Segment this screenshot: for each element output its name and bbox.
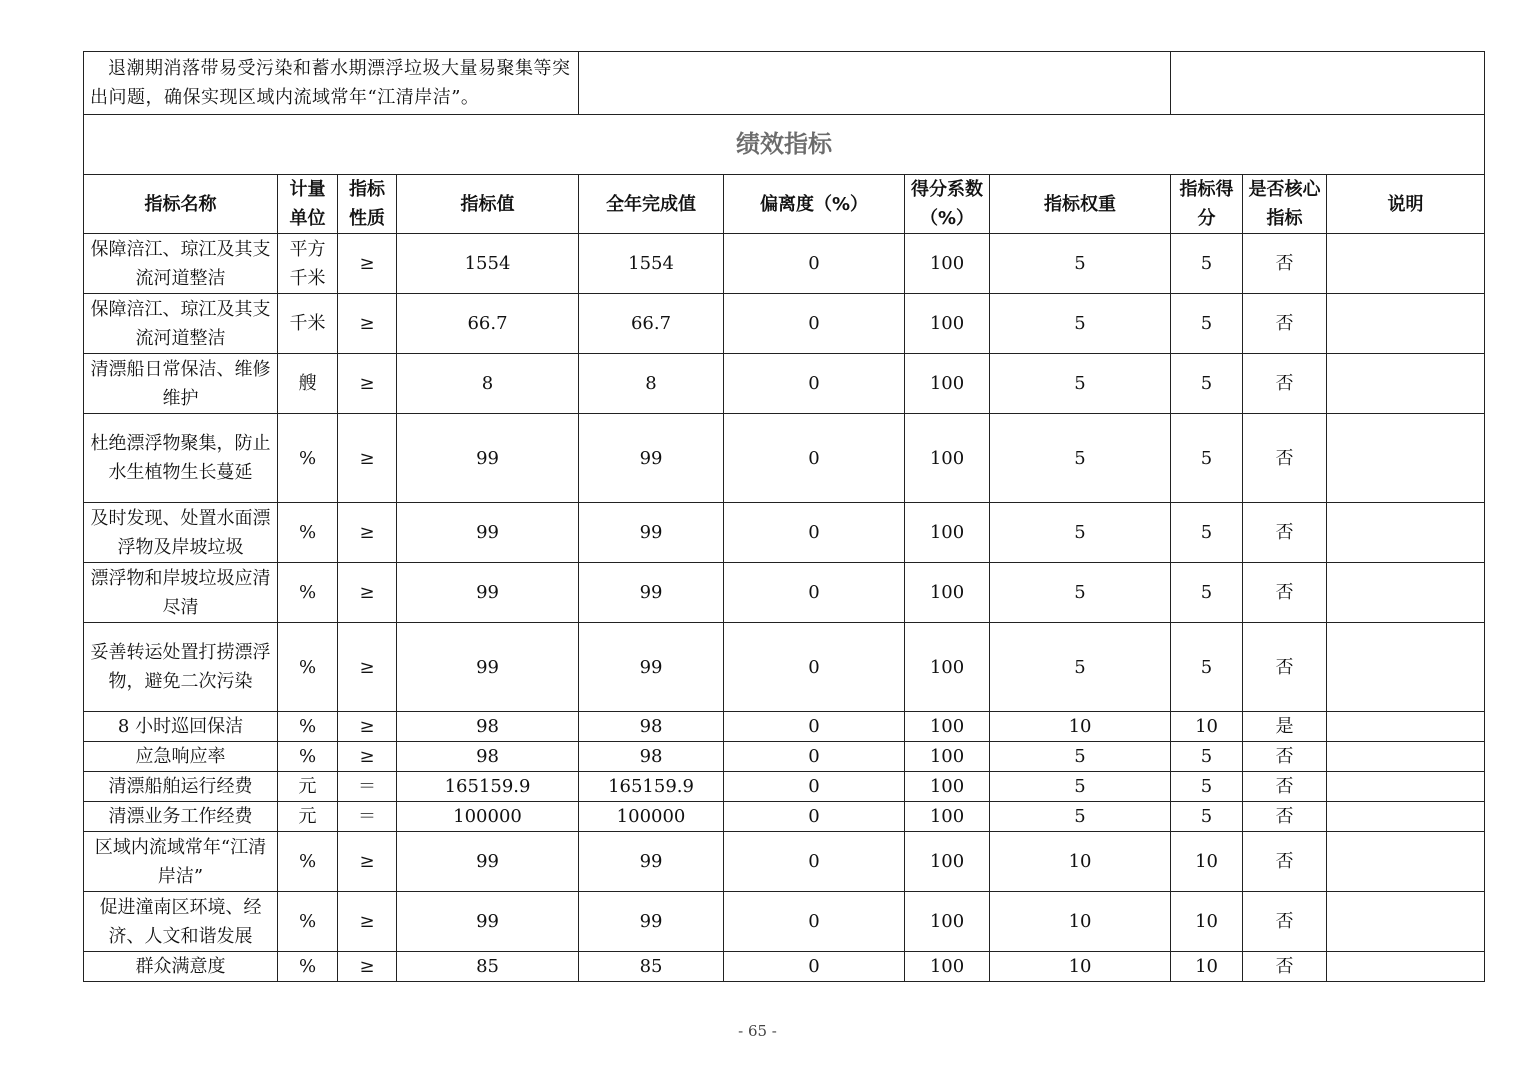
cell-weight: 5: [990, 234, 1171, 294]
cell-weight: 10: [990, 892, 1171, 952]
table-row: [84, 892, 1485, 952]
performance-table-container: [83, 51, 1484, 982]
table-row: [84, 503, 1485, 563]
cell-deviation: 0: [724, 742, 905, 772]
cell-completed: 98: [579, 712, 724, 742]
cell-weight: 5: [990, 294, 1171, 354]
cell-weight: 5: [990, 742, 1171, 772]
cell-score: 5: [1171, 772, 1243, 802]
cell-note: [1327, 952, 1485, 982]
cell-name: 清漂业务工作经费: [84, 802, 278, 832]
cell-value: 66.7: [397, 294, 579, 354]
cell-note: [1327, 354, 1485, 414]
cell-name: 应急响应率: [84, 742, 278, 772]
cell-weight: 5: [990, 623, 1171, 712]
cell-weight: 10: [990, 952, 1171, 982]
cell-unit: %: [278, 623, 338, 712]
cell-note: [1327, 414, 1485, 503]
section-row: [84, 115, 1485, 175]
cell-completed: 8: [579, 354, 724, 414]
cell-completed: 99: [579, 832, 724, 892]
cell-name: 及时发现、处置水面漂浮物及岸坡垃圾: [84, 503, 278, 563]
table-row: [84, 414, 1485, 503]
cell-completed: 99: [579, 623, 724, 712]
cell-score: 10: [1171, 952, 1243, 982]
cell-value: 8: [397, 354, 579, 414]
cell-unit: %: [278, 892, 338, 952]
cell-name: 保障涪江、琼江及其支流河道整洁: [84, 294, 278, 354]
cell-value: 99: [397, 503, 579, 563]
cell-unit: %: [278, 503, 338, 563]
cell-coef: 100: [905, 712, 990, 742]
cell-weight: 5: [990, 563, 1171, 623]
cell-note: [1327, 503, 1485, 563]
cell-note: [1327, 294, 1485, 354]
table-row: [84, 742, 1485, 772]
cell-deviation: 0: [724, 503, 905, 563]
cell-deviation: 0: [724, 832, 905, 892]
page-number: - 65 -: [738, 1022, 777, 1040]
cell-core: 是: [1243, 712, 1327, 742]
cell-coef: 100: [905, 742, 990, 772]
cell-completed: 98: [579, 742, 724, 772]
table-row: [84, 952, 1485, 982]
cell-core: 否: [1243, 802, 1327, 832]
header-coef: 得分系数（%）: [905, 175, 990, 234]
cell-deviation: 0: [724, 952, 905, 982]
cell-completed: 99: [579, 414, 724, 503]
cell-nature: ≥: [338, 712, 397, 742]
cell-deviation: 0: [724, 772, 905, 802]
cell-value: 98: [397, 712, 579, 742]
cell-score: 10: [1171, 892, 1243, 952]
cell-note: [1327, 832, 1485, 892]
cell-score: 10: [1171, 712, 1243, 742]
header-weight: 指标权重: [990, 175, 1171, 234]
cell-coef: 100: [905, 802, 990, 832]
cell-value: 99: [397, 892, 579, 952]
header-score: 指标得分: [1171, 175, 1243, 234]
cell-unit: 艘: [278, 354, 338, 414]
cell-value: 99: [397, 563, 579, 623]
table-row: [84, 563, 1485, 623]
intro-empty-cell-2: [1171, 52, 1485, 115]
cell-core: 否: [1243, 294, 1327, 354]
cell-value: 98: [397, 742, 579, 772]
cell-value: 99: [397, 832, 579, 892]
cell-unit: 平方千米: [278, 234, 338, 294]
cell-value: 100000: [397, 802, 579, 832]
cell-core: 否: [1243, 354, 1327, 414]
cell-nature: ≥: [338, 354, 397, 414]
cell-weight: 5: [990, 802, 1171, 832]
cell-nature: ＝: [338, 772, 397, 802]
cell-completed: 1554: [579, 234, 724, 294]
cell-note: [1327, 234, 1485, 294]
cell-deviation: 0: [724, 414, 905, 503]
cell-note: [1327, 563, 1485, 623]
intro-text: 退潮期消落带易受污染和蓄水期漂浮垃圾大量易聚集等突出问题，确保实现区域内流域常年“江清岸洁”。: [84, 52, 579, 115]
intro-row: [84, 52, 1485, 115]
cell-weight: 5: [990, 503, 1171, 563]
cell-name: 清漂船日常保洁、维修维护: [84, 354, 278, 414]
cell-note: [1327, 802, 1485, 832]
cell-note: [1327, 892, 1485, 952]
cell-weight: 5: [990, 354, 1171, 414]
intro-empty-cell: [579, 52, 1171, 115]
cell-coef: 100: [905, 832, 990, 892]
cell-nature: ≥: [338, 563, 397, 623]
cell-unit: %: [278, 563, 338, 623]
cell-nature: ≥: [338, 503, 397, 563]
table-row: [84, 802, 1485, 832]
cell-completed: 99: [579, 503, 724, 563]
table-row: [84, 623, 1485, 712]
cell-nature: ≥: [338, 952, 397, 982]
cell-deviation: 0: [724, 712, 905, 742]
cell-name: 群众满意度: [84, 952, 278, 982]
cell-name: 区域内流域常年“江清岸洁”: [84, 832, 278, 892]
cell-nature: ≥: [338, 742, 397, 772]
cell-completed: 100000: [579, 802, 724, 832]
cell-score: 5: [1171, 623, 1243, 712]
cell-core: 否: [1243, 742, 1327, 772]
cell-value: 99: [397, 414, 579, 503]
cell-completed: 99: [579, 892, 724, 952]
cell-deviation: 0: [724, 623, 905, 712]
header-completed: 全年完成值: [579, 175, 724, 234]
cell-note: [1327, 623, 1485, 712]
cell-core: 否: [1243, 952, 1327, 982]
cell-value: 99: [397, 623, 579, 712]
cell-nature: ＝: [338, 802, 397, 832]
cell-name: 保障涪江、琼江及其支流河道整洁: [84, 234, 278, 294]
cell-score: 5: [1171, 563, 1243, 623]
cell-deviation: 0: [724, 892, 905, 952]
table-row: [84, 712, 1485, 742]
cell-score: 5: [1171, 503, 1243, 563]
cell-value: 165159.9: [397, 772, 579, 802]
cell-unit: 元: [278, 802, 338, 832]
cell-name: 促进潼南区环境、经济、人文和谐发展: [84, 892, 278, 952]
table-row: [84, 832, 1485, 892]
table-row: [84, 234, 1485, 294]
cell-unit: %: [278, 742, 338, 772]
cell-coef: 100: [905, 414, 990, 503]
cell-completed: 85: [579, 952, 724, 982]
cell-nature: ≥: [338, 294, 397, 354]
cell-name: 杜绝漂浮物聚集，防止水生植物生长蔓延: [84, 414, 278, 503]
cell-completed: 99: [579, 563, 724, 623]
cell-unit: %: [278, 712, 338, 742]
header-unit: 计量单位: [278, 175, 338, 234]
cell-coef: 100: [905, 234, 990, 294]
cell-nature: ≥: [338, 414, 397, 503]
header-row: [84, 175, 1485, 234]
table-row: [84, 294, 1485, 354]
cell-coef: 100: [905, 952, 990, 982]
cell-nature: ≥: [338, 832, 397, 892]
cell-core: 否: [1243, 563, 1327, 623]
cell-nature: ≥: [338, 892, 397, 952]
cell-score: 5: [1171, 234, 1243, 294]
cell-coef: 100: [905, 354, 990, 414]
cell-deviation: 0: [724, 354, 905, 414]
header-deviation: 偏离度（%）: [724, 175, 905, 234]
cell-coef: 100: [905, 772, 990, 802]
cell-deviation: 0: [724, 234, 905, 294]
cell-core: 否: [1243, 414, 1327, 503]
cell-coef: 100: [905, 563, 990, 623]
table-row: [84, 772, 1485, 802]
cell-note: [1327, 772, 1485, 802]
cell-deviation: 0: [724, 802, 905, 832]
cell-coef: 100: [905, 623, 990, 712]
cell-score: 5: [1171, 742, 1243, 772]
cell-name: 清漂船舶运行经费: [84, 772, 278, 802]
cell-value: 85: [397, 952, 579, 982]
cell-coef: 100: [905, 294, 990, 354]
cell-name: 8 小时巡回保洁: [84, 712, 278, 742]
cell-unit: %: [278, 952, 338, 982]
cell-unit: 千米: [278, 294, 338, 354]
cell-score: 5: [1171, 294, 1243, 354]
section-title: 绩效指标: [84, 115, 1485, 175]
header-name: 指标名称: [84, 175, 278, 234]
cell-core: 否: [1243, 234, 1327, 294]
table-row: [84, 354, 1485, 414]
cell-weight: 5: [990, 772, 1171, 802]
cell-score: 10: [1171, 832, 1243, 892]
cell-unit: %: [278, 832, 338, 892]
cell-name: 漂浮物和岸坡垃圾应清尽清: [84, 563, 278, 623]
cell-unit: 元: [278, 772, 338, 802]
cell-weight: 10: [990, 712, 1171, 742]
cell-core: 否: [1243, 892, 1327, 952]
cell-note: [1327, 742, 1485, 772]
cell-name: 妥善转运处置打捞漂浮物，避免二次污染: [84, 623, 278, 712]
cell-completed: 66.7: [579, 294, 724, 354]
cell-score: 5: [1171, 354, 1243, 414]
cell-weight: 5: [990, 414, 1171, 503]
cell-coef: 100: [905, 892, 990, 952]
cell-nature: ≥: [338, 234, 397, 294]
cell-note: [1327, 712, 1485, 742]
header-nature: 指标性质: [338, 175, 397, 234]
header-core: 是否核心指标: [1243, 175, 1327, 234]
cell-score: 5: [1171, 414, 1243, 503]
cell-core: 否: [1243, 503, 1327, 563]
performance-table: [83, 51, 1485, 982]
header-note: 说明: [1327, 175, 1485, 234]
cell-score: 5: [1171, 802, 1243, 832]
cell-completed: 165159.9: [579, 772, 724, 802]
cell-deviation: 0: [724, 294, 905, 354]
cell-deviation: 0: [724, 563, 905, 623]
cell-core: 否: [1243, 623, 1327, 712]
cell-nature: ≥: [338, 623, 397, 712]
cell-core: 否: [1243, 772, 1327, 802]
header-value: 指标值: [397, 175, 579, 234]
cell-coef: 100: [905, 503, 990, 563]
cell-unit: %: [278, 414, 338, 503]
cell-value: 1554: [397, 234, 579, 294]
cell-core: 否: [1243, 832, 1327, 892]
cell-weight: 10: [990, 832, 1171, 892]
